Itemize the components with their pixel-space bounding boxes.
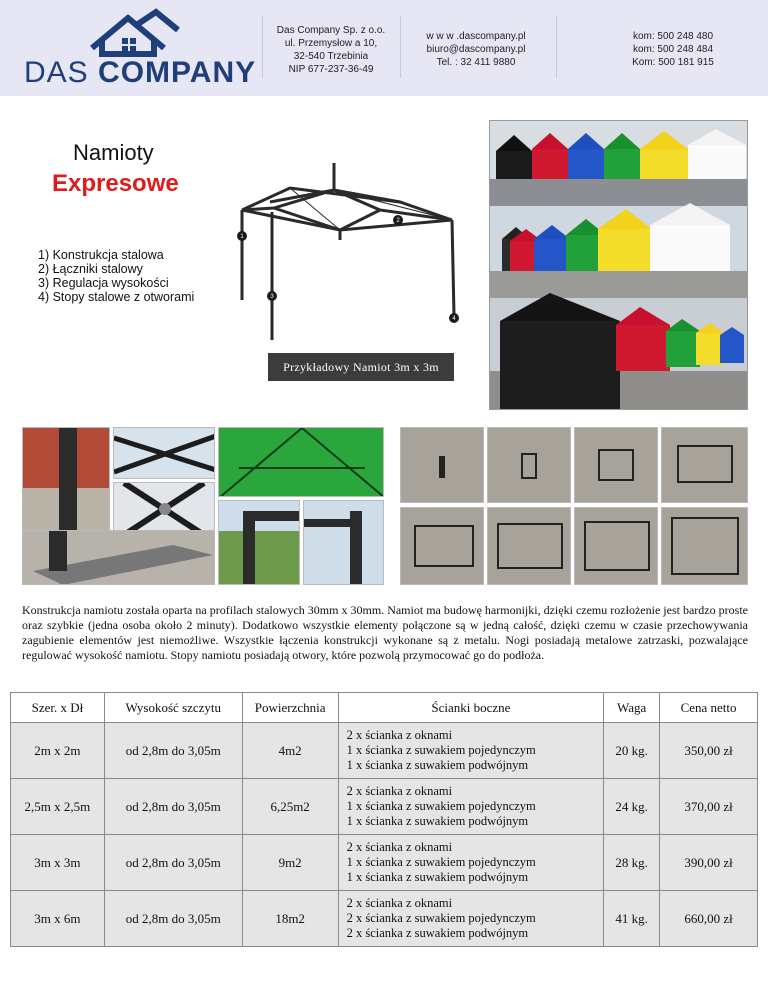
product-description: Konstrukcja namiotu została oparta na profilach stalowych 30mm x 30mm. Namiot ma budowę harmonijki, dzięki czemu rozłożenie jest bardzo proste oraz szybkie (jedna osoba około 2 minuty). Dodatkowo wszystkie elementy połączone są w jedną całość, dzięki czemu w czasie przechowywania zagubienie elementów jest niemożliwe. Wszystkie łączenia konstrukcji wykonane są z metalu. Nogi posiadają metalowe zatrzaski, pozwalające regulować wysokość namiotu. Stopy namiotu posiadają otwory, które pozwolą przymocować go do podłoża. xyxy=(22,603,748,662)
website-link[interactable]: w w w .dascompany.pl xyxy=(426,31,526,42)
photo-assembly-step xyxy=(574,427,658,503)
page-header xyxy=(0,0,768,96)
header-divider xyxy=(262,16,263,78)
size-cell: 3m x 3m xyxy=(11,835,105,891)
price-cell: 660,00 zł xyxy=(660,891,758,947)
photo-assembly-step xyxy=(400,427,484,503)
weight-cell: 41 kg. xyxy=(604,891,660,947)
frame-marker-1: 1 xyxy=(240,234,244,240)
walls-cell: 2 x ścianka z oknami 1 x ścianka z suwakiem pojedynczym 1 x ścianka z suwakiem podwójnym xyxy=(338,723,604,779)
tent-photos xyxy=(489,120,748,410)
list-item: 1) Konstrukcja stalowa xyxy=(38,248,164,262)
photo-canopy xyxy=(218,427,384,497)
header-divider xyxy=(556,16,557,78)
height-cell: od 2,8m do 3,05m xyxy=(104,723,242,779)
list-item: 4) Stopy stalowe z otworami xyxy=(38,290,195,304)
walls-cell: 2 x ścianka z oknami 1 x ścianka z suwakiem pojedynczym 1 x ścianka z suwakiem podwójnym xyxy=(338,835,604,891)
column-header: Ścianki boczne xyxy=(338,693,604,723)
table-row xyxy=(11,723,758,779)
size-cell: 2,5m x 2,5m xyxy=(11,779,105,835)
photo-assembly-step xyxy=(661,507,748,585)
company-address: Das Company Sp. z o.o. ul. Przemysłow a 10, 32-540 Trzebinia NIP 677-237-36-49 xyxy=(276,25,386,75)
email-link[interactable]: biuro@dascompany.pl xyxy=(426,44,526,55)
photo-frame-corner xyxy=(218,500,300,585)
photo-frame-top xyxy=(303,500,384,585)
page-subtitle: Expresowe xyxy=(52,170,179,197)
company-contact: w w w .dascompany.pl biuro@dascompany.pl Tel. : 32 411 9880 xyxy=(408,30,544,69)
price-cell: 370,00 zł xyxy=(660,779,758,835)
frame-marker-2: 2 xyxy=(396,218,400,224)
pricing-table xyxy=(10,692,758,947)
list-item: 3) Regulacja wysokości xyxy=(38,276,169,290)
photo-frame-hinge xyxy=(113,482,215,534)
photo-assembly-step xyxy=(487,507,571,585)
tent-frame-illustration xyxy=(230,150,470,380)
header-divider xyxy=(400,16,401,78)
column-header: Waga xyxy=(604,693,660,723)
feature-list xyxy=(38,248,194,304)
weight-cell: 28 kg. xyxy=(604,835,660,891)
column-header: Szer. x Dł xyxy=(11,693,105,723)
height-cell: od 2,8m do 3,05m xyxy=(104,779,242,835)
photo-assembly-step xyxy=(400,507,484,585)
table-row xyxy=(11,779,758,835)
weight-cell: 24 kg. xyxy=(604,779,660,835)
height-cell: od 2,8m do 3,05m xyxy=(104,835,242,891)
frame-caption: Przykładowy Namiot 3m x 3m xyxy=(268,353,454,381)
column-header: Cena netto xyxy=(660,693,758,723)
company-phones: kom: 500 248 480 kom: 500 248 484 Kom: 500 181 915 xyxy=(632,31,714,68)
column-header: Powierzchnia xyxy=(242,693,338,723)
price-cell: 390,00 zł xyxy=(660,835,758,891)
list-item: 2) Łączniki stalowy xyxy=(38,262,143,276)
weight-cell: 20 kg. xyxy=(604,723,660,779)
page-title: Namioty xyxy=(73,140,154,165)
frame-marker-3: 3 xyxy=(270,294,274,300)
price-cell: 350,00 zł xyxy=(660,723,758,779)
area-cell: 9m2 xyxy=(242,835,338,891)
photo-assembly-step xyxy=(661,427,748,503)
photo-frame-joint xyxy=(113,427,215,479)
frame-marker-4: 4 xyxy=(452,316,456,322)
area-cell: 6,25m2 xyxy=(242,779,338,835)
table-header-row xyxy=(11,693,758,723)
table-row xyxy=(11,891,758,947)
table-row xyxy=(11,835,758,891)
size-cell: 2m x 2m xyxy=(11,723,105,779)
photo-assembly-step xyxy=(487,427,571,503)
height-cell: od 2,8m do 3,05m xyxy=(104,891,242,947)
photo-assembly-step xyxy=(574,507,658,585)
area-cell: 4m2 xyxy=(242,723,338,779)
walls-cell: 2 x ścianka z oknami 2 x ścianka z suwakiem pojedynczym 2 x ścianka z suwakiem podwójnym xyxy=(338,891,604,947)
column-header: Wysokość szczytu xyxy=(104,693,242,723)
logo-text: DAS COMPANY xyxy=(24,56,257,89)
photo-foot-plate xyxy=(22,530,215,585)
size-cell: 3m x 6m xyxy=(11,891,105,947)
walls-cell: 2 x ścianka z oknami 1 x ścianka z suwakiem pojedynczym 1 x ścianka z suwakiem podwójnym xyxy=(338,779,604,835)
area-cell: 18m2 xyxy=(242,891,338,947)
